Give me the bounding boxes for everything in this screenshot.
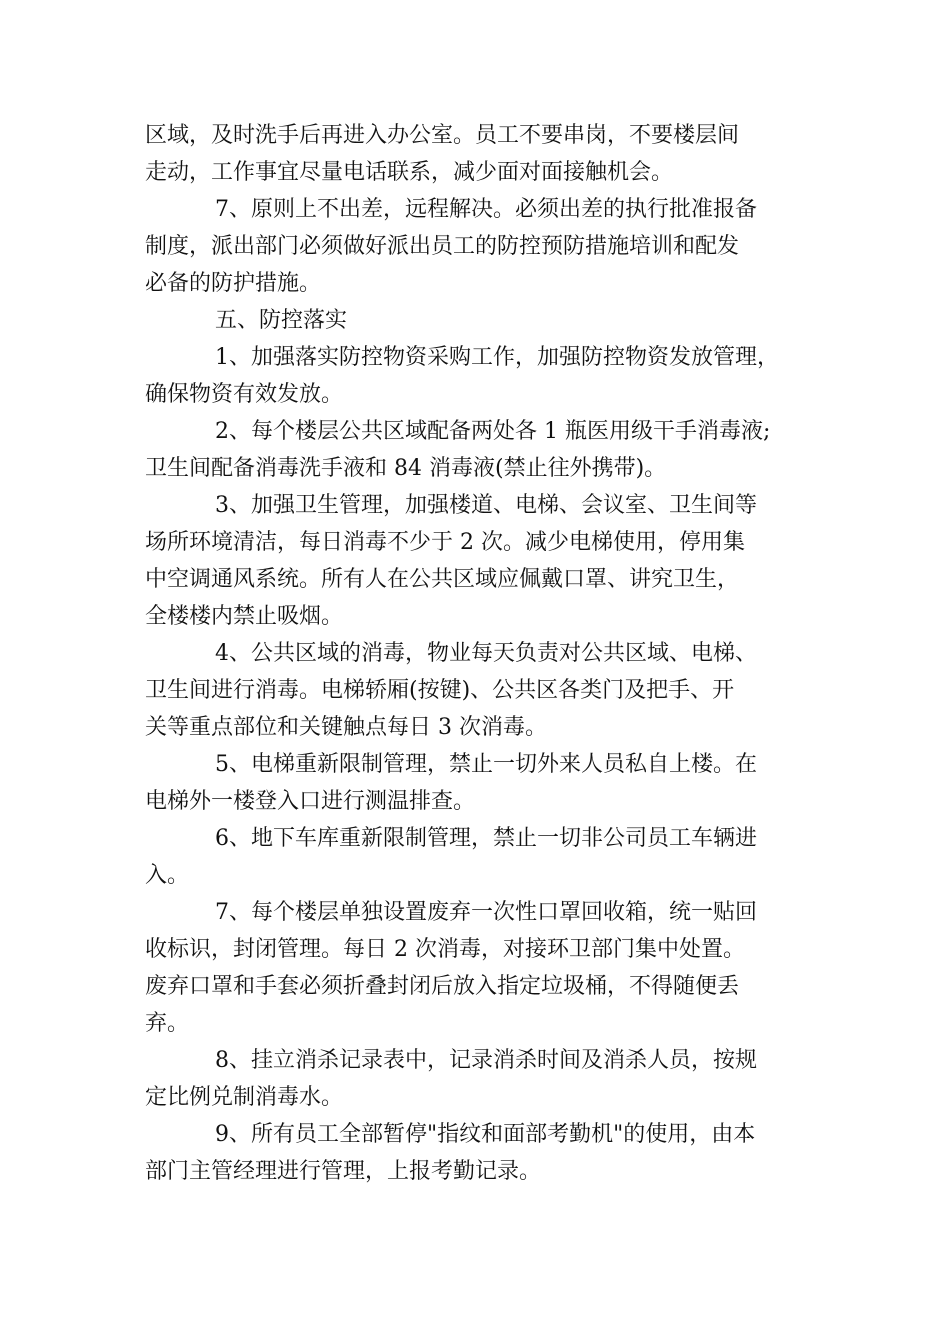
text-line: 场所环境清洁，每日消毒不少于 2 次。减少电梯使用，停用集 [145, 530, 745, 555]
text-line: 收标识，封闭管理。每日 2 次消毒，对接环卫部门集中处置。 [145, 937, 745, 962]
text-line: 4、公共区域的消毒，物业每天负责对公共区域、电梯、 [215, 641, 757, 666]
text-line: 走动，工作事宜尽量电话联系，减少面对面接触机会。 [145, 160, 674, 185]
text-line: 7、原则上不出差，远程解决。必须出差的执行批准报备 [215, 197, 757, 222]
text-line: 电梯外一楼登入口进行测温排查。 [145, 789, 476, 814]
text-line: 7、每个楼层单独设置废弃一次性口罩回收箱，统一贴回 [215, 900, 757, 925]
text-line: 五、防控落实 [215, 308, 348, 333]
text-line: 定比例兑制消毒水。 [145, 1085, 344, 1110]
text-line: 关等重点部位和关键触点每日 3 次消毒。 [145, 715, 547, 740]
text-line: 2、每个楼层公共区域配备两处各 1 瓶医用级干手消毒液; [215, 419, 771, 444]
text-line: 中空调通风系统。所有人在公共区域应佩戴口罩、讲究卫生， [145, 567, 740, 592]
text-line: 全楼楼内禁止吸烟。 [145, 604, 344, 629]
text-line: 区域，及时洗手后再进入办公室。员工不要串岗，不要楼层间 [145, 123, 740, 148]
text-line: 确保物资有效发放。 [145, 382, 344, 407]
text-line: 6、地下车库重新限制管理，禁止一切非公司员工车辆进 [215, 826, 757, 851]
text-line: 废弃口罩和手套必须折叠封闭后放入指定垃圾桶，不得随便丢 [145, 974, 740, 999]
text-line: 卫生间配备消毒洗手液和 84 消毒液(禁止往外携带)。 [145, 456, 667, 481]
text-line: 制度，派出部门必须做好派出员工的防控预防措施培训和配发 [145, 234, 740, 259]
text-line: 必备的防护措施。 [145, 271, 322, 296]
text-line: 弃。 [145, 1011, 190, 1036]
text-line: 8、挂立消杀记录表中，记录消杀时间及消杀人员，按规 [215, 1048, 757, 1073]
text-line: 入。 [145, 863, 190, 888]
text-line: 卫生间进行消毒。电梯轿厢(按键)、公共区各类门及把手、开 [145, 678, 735, 703]
text-line: 5、电梯重新限制管理，禁止一切外来人员私自上楼。在 [215, 752, 757, 777]
document-body [145, 117, 815, 1190]
text-line: 部门主管经理进行管理，上报考勤记录。 [145, 1159, 542, 1184]
text-line: 1、加强落实防控物资采购工作，加强防控物资发放管理， [215, 345, 779, 370]
text-line: 3、加强卫生管理，加强楼道、电梯、会议室、卫生间等 [215, 493, 757, 518]
text-line: 9、所有员工全部暂停"指纹和面部考勤机"的使用，由本 [215, 1122, 756, 1147]
